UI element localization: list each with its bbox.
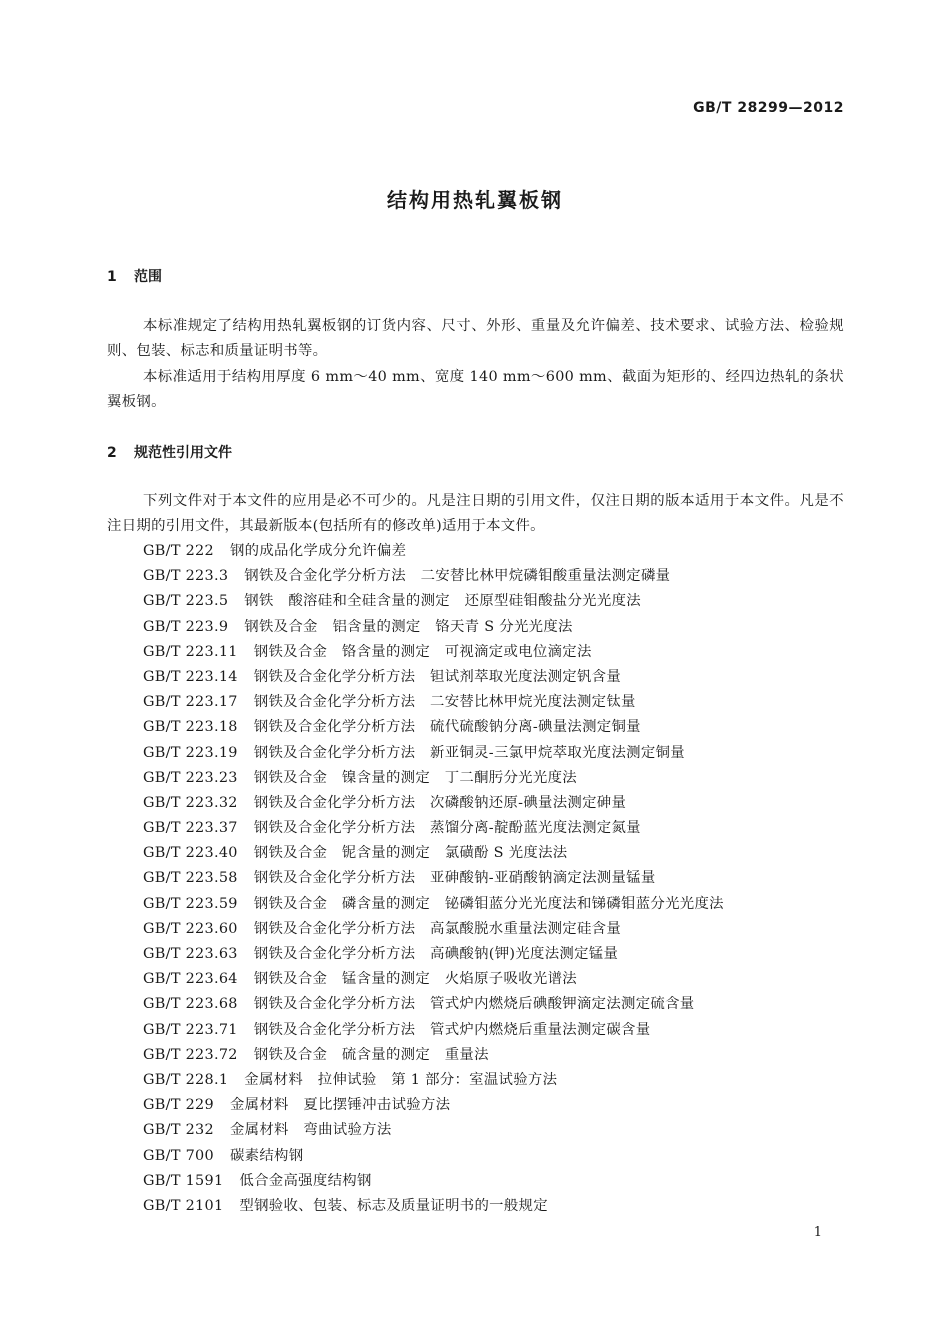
reference-item — [143, 1018, 724, 1043]
section-2-heading — [107, 442, 232, 462]
reference-item — [143, 1043, 724, 1068]
page-number: 1 — [813, 1225, 822, 1240]
reference-code: GB/T 223.3 — [143, 568, 229, 585]
reference-title: 钢铁及合金化学分析方法 二安替比林甲烷磷钼酸重量法测定磷量 — [244, 568, 671, 585]
section-1-title: 范围 — [134, 269, 162, 285]
document-title: 结构用热轧翼板钢 — [387, 188, 563, 212]
reference-item — [143, 791, 724, 816]
reference-title: 钢铁及合金化学分析方法 二安替比林甲烷光度法测定钛量 — [253, 694, 636, 711]
reference-title: 钢铁及合金化学分析方法 蒸馏分离-靛酚蓝光度法测定氮量 — [253, 820, 641, 837]
section-1-heading — [107, 266, 162, 286]
reference-code: GB/T 223.32 — [143, 794, 238, 811]
reference-title: 钢铁及合金 磷含量的测定 铋磷钼蓝分光光度法和锑磷钼蓝分光光度法 — [253, 895, 724, 912]
reference-item — [143, 640, 724, 665]
reference-item — [143, 766, 724, 791]
reference-item — [143, 615, 724, 640]
reference-title: 钢铁及合金化学分析方法 高氯酸脱水重量法测定硅含量 — [253, 920, 622, 937]
reference-item — [143, 942, 724, 967]
reference-title: 型钢验收、包装、标志及质量证明书的一般规定 — [239, 1197, 548, 1214]
reference-title: 钢铁及合金化学分析方法 高碘酸钠(钾)光度法测定锰量 — [253, 946, 619, 962]
reference-item — [143, 539, 724, 564]
reference-title: 钢铁及合金 硫含量的测定 重量法 — [253, 1046, 489, 1063]
reference-item — [143, 1169, 724, 1194]
reference-title: 碳素结构钢 — [229, 1147, 304, 1164]
reference-item — [143, 841, 724, 866]
reference-title: 钢的成品化学成分允许偏差 — [229, 543, 407, 559]
section-1-paragraph-2: 本标准适用于结构用厚度 6 mm～40 mm、宽度 140 mm～600 mm、截面为矩形的、经四边热轧的条状翼板钢。 — [107, 369, 844, 411]
reference-title: 钢铁及合金 铌含量的测定 氯磺酚 S 光度法法 — [253, 845, 568, 862]
reference-item — [143, 816, 724, 841]
reference-code: GB/T 700 — [143, 1147, 214, 1164]
reference-title: 钢铁及合金化学分析方法 新亚铜灵-三氯甲烷萃取光度法测定铜量 — [253, 744, 685, 761]
reference-title: 金属材料 拉伸试验 第 1 部分：室温试验方法 — [244, 1071, 558, 1088]
reference-item — [143, 690, 724, 715]
reference-code: GB/T 223.59 — [143, 895, 238, 912]
standard-number: GB/T 28299—2012 — [693, 100, 844, 116]
reference-title: 钢铁及合金 铬含量的测定 可视滴定或电位滴定法 — [253, 643, 592, 660]
reference-item — [143, 1144, 724, 1169]
reference-item — [143, 1093, 724, 1118]
reference-item — [143, 992, 724, 1017]
reference-title: 钢铁及合金 镍含量的测定 丁二酮肟分光光度法 — [253, 769, 577, 786]
reference-code: GB/T 223.63 — [143, 946, 238, 962]
reference-title: 钢铁及合金化学分析方法 管式炉内燃烧后重量法测定碳含量 — [253, 1021, 651, 1038]
section-1-paragraph-1: 本标准规定了结构用热轧翼板钢的订货内容、尺寸、外形、重量及允许偏差、技术要求、试验方法、检验规则、包装、标志和质量证明书等。 — [107, 318, 844, 360]
reference-item — [143, 665, 724, 690]
reference-item — [143, 741, 724, 766]
reference-item — [143, 917, 724, 942]
reference-code: GB/T 223.9 — [143, 618, 229, 635]
reference-code: GB/T 223.72 — [143, 1046, 238, 1063]
section-2-title: 规范性引用文件 — [134, 445, 232, 461]
reference-item — [143, 715, 724, 740]
reference-code: GB/T 223.14 — [143, 668, 238, 685]
reference-title: 钢铁及合金化学分析方法 管式炉内燃烧后碘酸钾滴定法测定硫含量 — [253, 996, 695, 1013]
reference-code: GB/T 223.68 — [143, 996, 238, 1013]
reference-item — [143, 589, 724, 614]
reference-code: GB/T 223.71 — [143, 1021, 238, 1038]
reference-code: GB/T 223.23 — [143, 769, 238, 786]
reference-code: GB/T 223.19 — [143, 744, 238, 761]
section-2-number: 2 — [107, 445, 117, 461]
reference-title: 钢铁及合金 铝含量的测定 铬天青 S 分光光度法 — [244, 618, 573, 635]
reference-item — [143, 1118, 724, 1143]
reference-code: GB/T 223.58 — [143, 870, 238, 887]
reference-title: 金属材料 夏比摆锤冲击试验方法 — [229, 1097, 451, 1114]
reference-code: GB/T 223.64 — [143, 971, 238, 988]
reference-code: GB/T 232 — [143, 1122, 214, 1139]
reference-code: GB/T 223.60 — [143, 920, 238, 937]
reference-title: 钢铁 酸溶硅和全硅含量的测定 还原型硅钼酸盐分光光度法 — [244, 593, 641, 610]
reference-item — [143, 564, 724, 589]
reference-code: GB/T 223.37 — [143, 820, 238, 837]
reference-code: GB/T 1591 — [143, 1172, 224, 1189]
reference-code: GB/T 223.5 — [143, 593, 229, 610]
reference-code: GB/T 228.1 — [143, 1071, 229, 1088]
reference-title: 金属材料 弯曲试验方法 — [229, 1122, 392, 1139]
reference-title: 低合金高强度结构钢 — [239, 1172, 372, 1189]
reference-list — [143, 539, 724, 1219]
reference-item — [143, 1194, 724, 1219]
reference-code: GB/T 223.40 — [143, 845, 238, 862]
reference-item — [143, 1068, 724, 1093]
reference-code: GB/T 229 — [143, 1097, 214, 1114]
reference-item — [143, 866, 724, 891]
reference-item — [143, 967, 724, 992]
reference-code: GB/T 223.11 — [143, 643, 238, 660]
reference-code: GB/T 2101 — [143, 1197, 224, 1214]
section-2-intro: 下列文件对于本文件的应用是必不可少的。凡是注日期的引用文件，仅注日期的版本适用于本文件。凡是不注日期的引用文件，其最新版本(包括所有的修改单)适用于本文件。 — [107, 493, 844, 535]
reference-code: GB/T 223.17 — [143, 694, 238, 711]
reference-title: 钢铁及合金化学分析方法 硫代硫酸钠分离-碘量法测定铜量 — [253, 719, 641, 736]
reference-title: 钢铁及合金 锰含量的测定 火焰原子吸收光谱法 — [253, 971, 577, 988]
reference-title: 钢铁及合金化学分析方法 亚砷酸钠-亚硝酸钠滴定法测量锰量 — [253, 870, 656, 887]
reference-code: GB/T 223.18 — [143, 719, 238, 736]
reference-title: 钢铁及合金化学分析方法 次磷酸钠还原-碘量法测定砷量 — [253, 794, 627, 811]
reference-code: GB/T 222 — [143, 543, 214, 559]
reference-title: 钢铁及合金化学分析方法 钽试剂萃取光度法测定钒含量 — [253, 668, 622, 685]
reference-item — [143, 892, 724, 917]
section-1-number: 1 — [107, 269, 117, 285]
